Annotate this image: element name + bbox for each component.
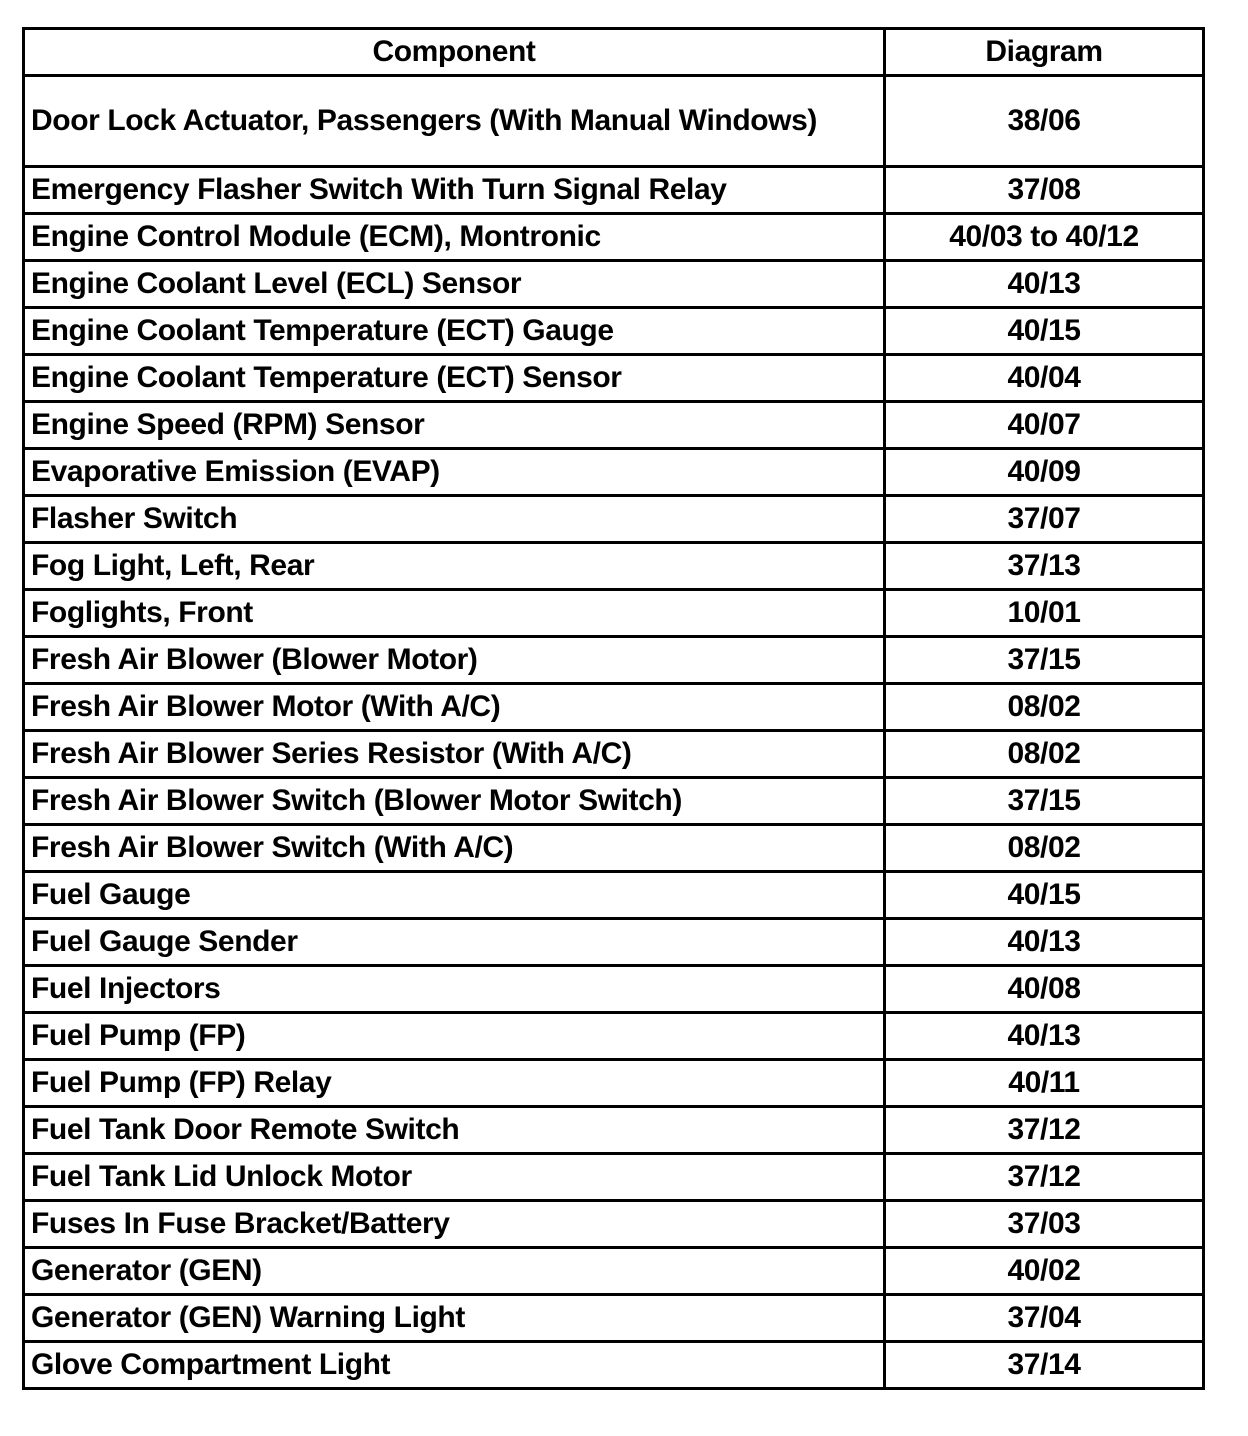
component-cell: Fuel Tank Door Remote Switch <box>24 1107 885 1154</box>
table-row <box>24 1107 1204 1154</box>
table-row <box>24 402 1204 449</box>
component-cell: Fuel Injectors <box>24 966 885 1013</box>
diagram-cell: 37/14 <box>885 1342 1204 1389</box>
component-cell: Fog Light, Left, Rear <box>24 543 885 590</box>
table-body <box>24 76 1204 1389</box>
table-row <box>24 76 1204 167</box>
diagram-cell: 40/02 <box>885 1248 1204 1295</box>
component-cell: Foglights, Front <box>24 590 885 637</box>
table-row <box>24 167 1204 214</box>
diagram-cell: 40/15 <box>885 308 1204 355</box>
table-row <box>24 731 1204 778</box>
diagram-cell: 40/11 <box>885 1060 1204 1107</box>
table-row <box>24 684 1204 731</box>
component-cell: Fresh Air Blower Switch (Blower Motor Switch) <box>24 778 885 825</box>
column-header-diagram: Diagram <box>885 29 1204 76</box>
diagram-cell: 40/09 <box>885 449 1204 496</box>
diagram-cell: 40/13 <box>885 919 1204 966</box>
component-cell: Fuel Gauge Sender <box>24 919 885 966</box>
table-row <box>24 1342 1204 1389</box>
table-row <box>24 1013 1204 1060</box>
component-cell: Generator (GEN) <box>24 1248 885 1295</box>
component-cell: Engine Coolant Temperature (ECT) Sensor <box>24 355 885 402</box>
diagram-cell: 37/08 <box>885 167 1204 214</box>
component-diagram-table <box>22 27 1205 1390</box>
diagram-cell: 37/03 <box>885 1201 1204 1248</box>
component-cell: Engine Coolant Temperature (ECT) Gauge <box>24 308 885 355</box>
table-row <box>24 496 1204 543</box>
diagram-cell: 08/02 <box>885 731 1204 778</box>
column-header-component: Component <box>24 29 885 76</box>
component-cell: Engine Control Module (ECM), Montronic <box>24 214 885 261</box>
diagram-cell: 37/04 <box>885 1295 1204 1342</box>
diagram-cell: 08/02 <box>885 825 1204 872</box>
diagram-cell: 37/07 <box>885 496 1204 543</box>
table-row <box>24 919 1204 966</box>
component-cell: Fresh Air Blower (Blower Motor) <box>24 637 885 684</box>
component-cell: Fuel Tank Lid Unlock Motor <box>24 1154 885 1201</box>
table-row <box>24 1248 1204 1295</box>
table-row <box>24 1295 1204 1342</box>
component-cell: Fuel Gauge <box>24 872 885 919</box>
diagram-cell: 40/03 to 40/12 <box>885 214 1204 261</box>
component-cell: Fresh Air Blower Series Resistor (With A/C) <box>24 731 885 778</box>
table-row <box>24 637 1204 684</box>
diagram-cell: 40/04 <box>885 355 1204 402</box>
diagram-cell: 37/12 <box>885 1107 1204 1154</box>
diagram-cell: 38/06 <box>885 76 1204 167</box>
diagram-cell: 40/08 <box>885 966 1204 1013</box>
component-cell: Evaporative Emission (EVAP) <box>24 449 885 496</box>
table-row <box>24 1154 1204 1201</box>
component-cell: Fuel Pump (FP) Relay <box>24 1060 885 1107</box>
table-row <box>24 778 1204 825</box>
component-cell: Fresh Air Blower Switch (With A/C) <box>24 825 885 872</box>
component-cell: Fuel Pump (FP) <box>24 1013 885 1060</box>
table-row <box>24 1060 1204 1107</box>
table-row <box>24 543 1204 590</box>
diagram-cell: 10/01 <box>885 590 1204 637</box>
table-row <box>24 1201 1204 1248</box>
table-header <box>24 29 1204 76</box>
header-row <box>24 29 1204 76</box>
table-row <box>24 308 1204 355</box>
table-row <box>24 872 1204 919</box>
table-row <box>24 590 1204 637</box>
diagram-cell: 08/02 <box>885 684 1204 731</box>
diagram-cell: 37/13 <box>885 543 1204 590</box>
component-cell: Generator (GEN) Warning Light <box>24 1295 885 1342</box>
component-cell: Glove Compartment Light <box>24 1342 885 1389</box>
diagram-cell: 37/12 <box>885 1154 1204 1201</box>
diagram-cell: 40/13 <box>885 261 1204 308</box>
component-cell: Emergency Flasher Switch With Turn Signal Relay <box>24 167 885 214</box>
component-cell: Fresh Air Blower Motor (With A/C) <box>24 684 885 731</box>
table-row <box>24 261 1204 308</box>
table-row <box>24 355 1204 402</box>
component-cell: Fuses In Fuse Bracket/Battery <box>24 1201 885 1248</box>
diagram-cell: 40/15 <box>885 872 1204 919</box>
table-row <box>24 214 1204 261</box>
diagram-cell: 37/15 <box>885 637 1204 684</box>
component-cell: Engine Coolant Level (ECL) Sensor <box>24 261 885 308</box>
component-cell: Flasher Switch <box>24 496 885 543</box>
diagram-cell: 40/13 <box>885 1013 1204 1060</box>
table-row <box>24 449 1204 496</box>
diagram-cell: 37/15 <box>885 778 1204 825</box>
component-cell: Engine Speed (RPM) Sensor <box>24 402 885 449</box>
table-row <box>24 825 1204 872</box>
component-cell: Door Lock Actuator, Passengers (With Manual Windows) <box>24 76 885 167</box>
table-row <box>24 966 1204 1013</box>
diagram-cell: 40/07 <box>885 402 1204 449</box>
